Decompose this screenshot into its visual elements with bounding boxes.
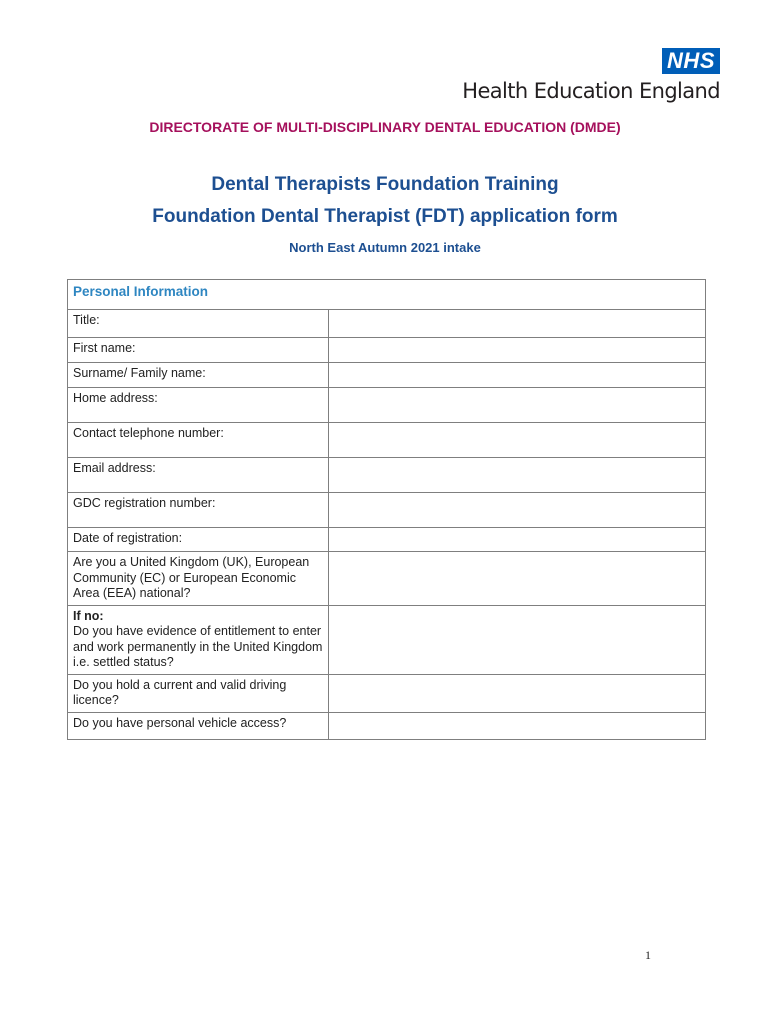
field-input-email[interactable] (329, 458, 706, 493)
field-label-telephone: Contact telephone number: (68, 423, 329, 458)
field-label-email: Email address: (68, 458, 329, 493)
intake-label: North East Autumn 2021 intake (289, 240, 481, 255)
if-no-label: If no: (73, 608, 104, 623)
field-input-driving-licence[interactable] (329, 674, 706, 712)
field-input-home-address[interactable] (329, 388, 706, 423)
field-label-home-address: Home address: (68, 388, 329, 423)
personal-info-table (67, 279, 706, 740)
field-input-registration-date[interactable] (329, 528, 706, 552)
field-label-title: Title: (68, 310, 329, 338)
settled-status-question: Do you have evidence of entitlement to enter and work permanently in the United Kingdom i.e. settled status? (73, 624, 323, 669)
field-label-surname: Surname/ Family name: (68, 363, 329, 388)
nhs-logo: NHS (662, 48, 720, 74)
field-label-registration-date: Date of registration: (68, 528, 329, 552)
directorate-heading: DIRECTORATE OF MULTI-DISCIPLINARY DENTAL EDUCATION (DMDE) (149, 119, 621, 135)
field-label-vehicle-access: Do you have personal vehicle access? (68, 712, 329, 739)
field-input-surname[interactable] (329, 363, 706, 388)
page-number: 1 (645, 948, 651, 962)
field-input-gdc-number[interactable] (329, 493, 706, 528)
field-input-settled-status[interactable] (329, 605, 706, 674)
form-title: Dental Therapists Foundation Training (211, 174, 559, 195)
hee-logo (462, 48, 720, 103)
field-input-first-name[interactable] (329, 338, 706, 363)
field-label-uk-national: Are you a United Kingdom (UK), European Community (EC) or European Economic Area (EEA) national? (68, 552, 329, 606)
field-input-telephone[interactable] (329, 423, 706, 458)
form-subtitle: Foundation Dental Therapist (FDT) application form (152, 206, 618, 227)
field-label-driving-licence: Do you hold a current and valid driving licence? (68, 674, 329, 712)
field-label-first-name: First name: (68, 338, 329, 363)
section-heading: Personal Information (68, 280, 706, 310)
field-input-uk-national[interactable] (329, 552, 706, 606)
org-name: Health Education England (462, 79, 720, 103)
field-input-title[interactable] (329, 310, 706, 338)
field-input-vehicle-access[interactable] (329, 712, 706, 739)
field-label-settled-status (68, 605, 329, 674)
field-label-gdc-number: GDC registration number: (68, 493, 329, 528)
